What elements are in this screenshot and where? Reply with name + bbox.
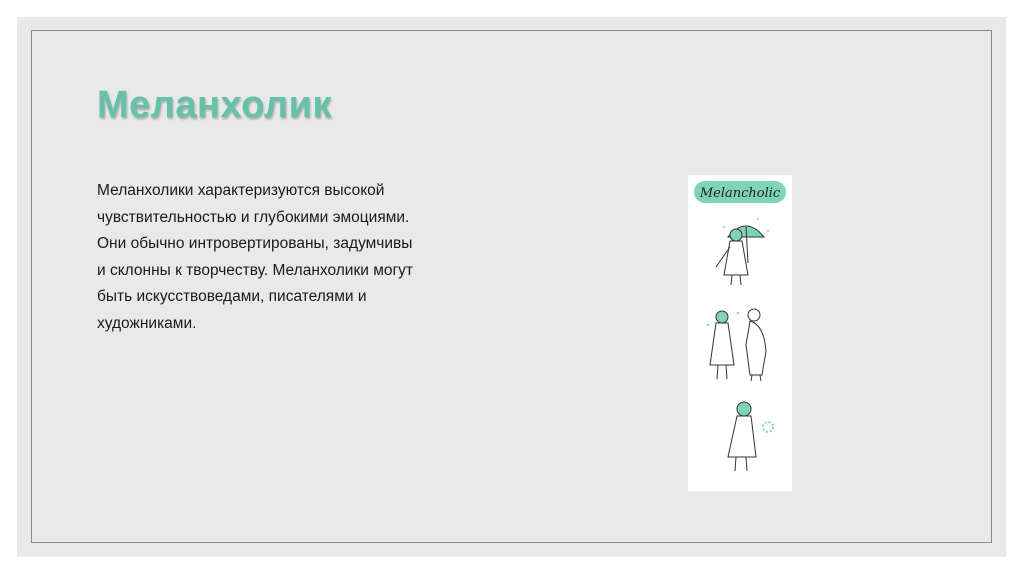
paragraph-line: художниками. — [97, 314, 197, 332]
slide-title: Меланхолик — [97, 84, 332, 126]
paragraph-line: Они обычно интровертированы, задумчивы — [97, 235, 413, 252]
figure-pair — [707, 309, 766, 381]
figure-umbrella — [716, 218, 769, 285]
paragraph-line: чувствительностью и глубокими эмоциями. — [97, 208, 410, 226]
coat-right — [746, 321, 766, 375]
sparkle — [707, 324, 709, 326]
leg-left — [731, 275, 732, 285]
paragraph-line: быть искусствоведами, писателями и — [97, 288, 367, 305]
rain-drop — [723, 226, 725, 228]
sparkle-ring — [763, 422, 773, 432]
figure-alone — [728, 402, 773, 471]
coat — [724, 241, 748, 275]
leg — [760, 375, 761, 381]
coat-left — [710, 323, 734, 365]
slide-paragraph — [97, 178, 477, 337]
melancholic-illustration — [688, 175, 792, 491]
head-left — [716, 311, 728, 323]
rain-drop — [757, 218, 759, 220]
paragraph-line: и склонны к творчеству. Меланхолики могут — [97, 261, 413, 279]
leg — [726, 365, 727, 379]
leg — [751, 375, 752, 381]
leg-right — [740, 275, 741, 285]
banner-text: Melancholic — [699, 186, 781, 201]
coat — [728, 416, 756, 457]
leg — [746, 457, 747, 471]
head — [737, 402, 751, 416]
paragraph-line: Меланхолики характеризуются высокой — [97, 182, 385, 199]
melancholic-drawing — [688, 175, 792, 491]
head-right — [748, 309, 760, 321]
leg — [735, 457, 736, 471]
head — [730, 229, 742, 241]
leg — [717, 365, 718, 379]
rain-drop — [767, 230, 769, 232]
sparkle — [737, 312, 739, 314]
